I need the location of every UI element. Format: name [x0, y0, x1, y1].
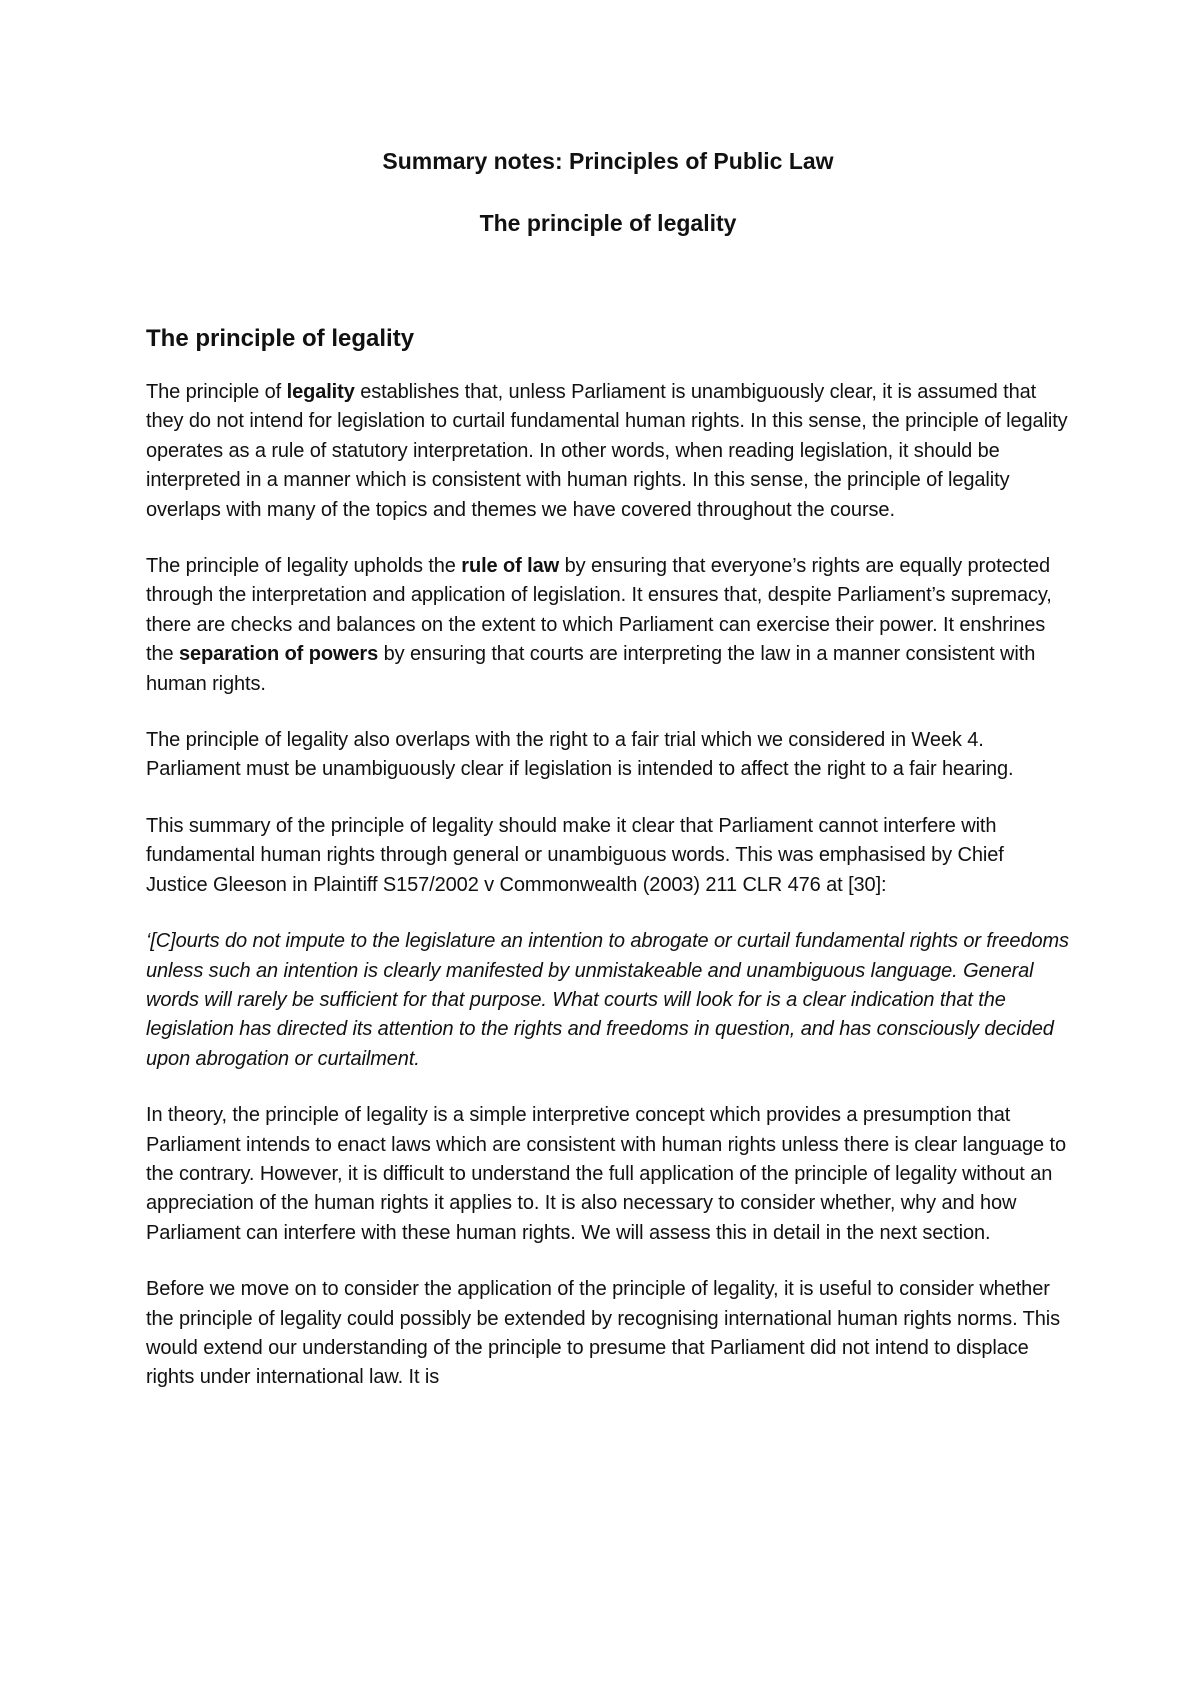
emphasis-rule-of-law: rule of law [461, 555, 560, 578]
paragraph-gleeson: This summary of the principle of legality should make it clear that Parliament cannot interfere with fundamental human rights through general or unambiguous words. This was emphasised by Chief Justice Gleeson in Plaintiff S157/2002 v Commonwealth (2003) 211 CLR 476 at [30]: [146, 814, 1004, 896]
emphasis-legality: legality [286, 381, 355, 403]
block-quote: ‘[C]ourts do not impute to the legislature an intention to abrogate or curtail fundamental rights or freedoms unless such an intention is clearly manifested by unmistakeable and unambiguous language. General words will rarely be sufficient for that purpose. What courts will look for is a clear indication that the legislation has directed its attention to the rights and freedoms in question, and has consciously decided upon abrogation or curtailment. [146, 930, 1069, 1070]
paragraph-fair-trial: The principle of legality also overlaps with the right to a fair trial which we considered in Week 4. Parliament must be unambiguously clear if legislation is intended to affect the right to a fair hearing. [146, 729, 1014, 781]
document-title: Summary notes: Principles of Public Law [382, 148, 834, 174]
paragraph-rule-of-law [146, 552, 1070, 699]
paragraph-rule-of-law-text-1: The principle of legality upholds the [146, 555, 462, 578]
paragraph-intro [146, 378, 1070, 525]
section-heading: The principle of legality [146, 325, 415, 352]
document-body [146, 146, 1070, 1393]
emphasis-separation-of-powers: separation of powers [178, 643, 379, 666]
paragraph-intro-text-2: establishes that, unless Parliament is unambiguously clear, it is assumed that they do not intend for legislation to curtail fundamental human rights. In this sense, the principle of legality operates as a rule of statutory interpretation. In other words, when reading legislation, it should be interpreted in a manner which is consistent with human rights. In this sense, the principle of legality overlaps with many of the topics and themes we have covered throughout the course. [146, 381, 1068, 521]
paragraph-theory: In theory, the principle of legality is a simple interpretive concept which provides a presumption that Parliament intends to enact laws which are consistent with human rights unless there is clear language to the contrary. However, it is difficult to understand the full application of the principle of legality without an appreciation of the human rights it applies to. It is also necessary to consider whether, why and how Parliament can interfere with these human rights. We will assess this in detail in the next section. [146, 1104, 1066, 1244]
paragraph-rule-of-law-text-3: by ensuring that courts are interpreting the law in a manner consistent with human rights. [146, 643, 1036, 695]
paragraph-rule-of-law-text-2: by ensuring that everyone’s rights are equally protected through the interpretation and application of legislation. It ensures that, despite Parliament’s supremacy, there are checks and balances on the extent to which Parliament can exercise their power. It enshrines the [146, 555, 1052, 666]
paragraph-intro-text-1: The principle of [146, 381, 287, 403]
paragraph-international: Before we move on to consider the application of the principle of legality, it is useful to consider whether the principle of legality could possibly be extended by recognising international human rights norms. This would extend our understanding of the principle to presume that Parliament did not intend to displace rights under international law. It is [146, 1278, 1061, 1389]
document-subtitle: The principle of legality [479, 210, 737, 236]
